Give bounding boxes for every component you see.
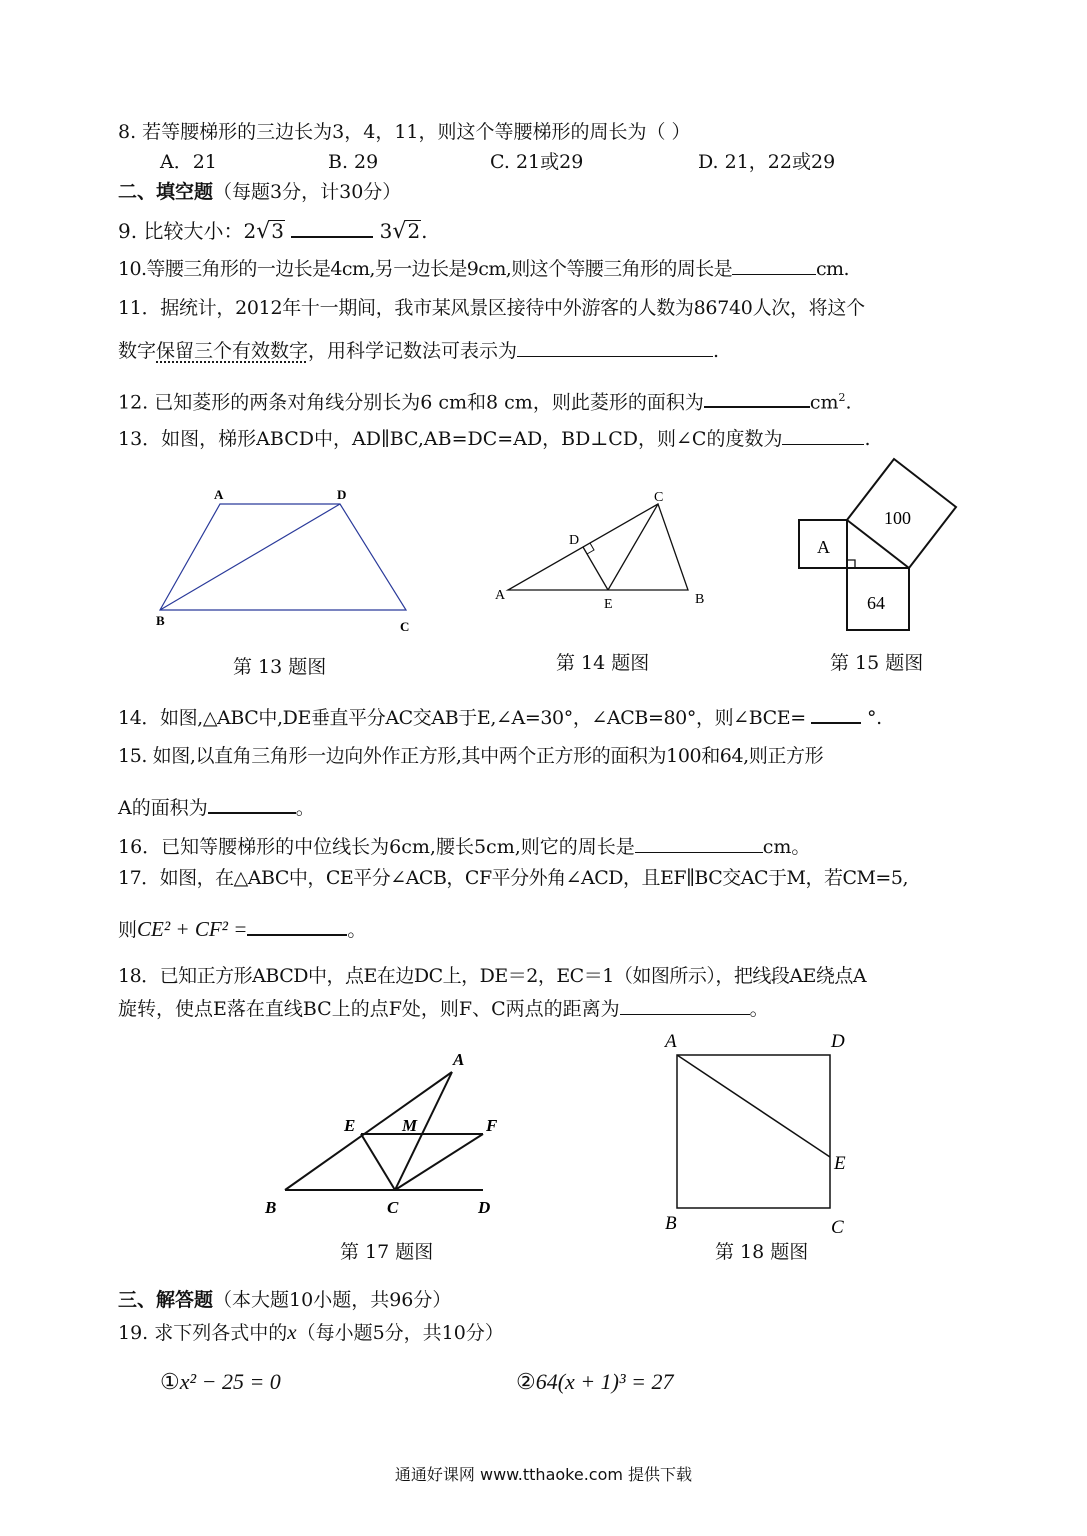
q13 — [118, 426, 871, 451]
q18-suffix: 。 — [749, 998, 769, 1020]
q10-text: 10.等腰三角形的一边长是4cm,另一边长是9cm,则这个等腰三角形的周长是 — [118, 258, 732, 280]
triangle-abc — [508, 504, 688, 590]
fig15-label-100: 100 — [884, 508, 911, 528]
section-2-note: （每题3分，计30分） — [213, 181, 402, 203]
fig13-label-c: C — [400, 619, 410, 634]
trapezoid-abcd — [160, 504, 406, 610]
q8-option-a: A．21 — [160, 151, 217, 173]
section-3-note: （本大题10小题，共96分） — [213, 1289, 452, 1311]
fig14-label-c: C — [654, 490, 664, 505]
line-ce — [361, 1134, 395, 1190]
q17-line2 — [118, 916, 366, 942]
q14-text: 14．如图,△ABC中,DE垂直平分AC交AB于E,∠A=30°，∠ACB=80°，则∠BCE= — [118, 707, 806, 729]
q11-text-a: 数字 — [118, 340, 157, 362]
q9-left-radicand: 3 — [271, 219, 284, 243]
q12-text: 12. 已知菱形的两条对角线分别长为6 cm和8 cm，则此菱形的面积为 — [118, 391, 704, 414]
q14 — [118, 704, 882, 730]
figure-13-trapezoid — [140, 482, 430, 642]
q17-suffix: 。 — [347, 919, 367, 941]
q17-line1: 17．如图，在△ABC中，CE平分∠ACB，CF平分外角∠ACD，且EF∥BC交AC于M，若CM=5, — [118, 867, 908, 889]
q15-line2 — [118, 794, 315, 820]
q17-answer-blank[interactable] — [247, 916, 347, 936]
q19-eq1-marker: ① — [160, 1370, 180, 1395]
q13-answer-blank[interactable] — [782, 426, 864, 445]
figure-14-caption: 第 14 题图 — [556, 652, 650, 674]
figure-15-squares — [790, 452, 970, 637]
fig13-label-b: B — [156, 613, 165, 628]
q16-text: 16．已知等腰梯形的中位线长为6cm,腰长5cm,则它的周长是 — [118, 836, 635, 858]
q12-unit: cm — [809, 391, 839, 414]
q19-eq2-marker: ② — [516, 1370, 536, 1395]
figure-15-caption: 第 15 题图 — [830, 652, 924, 674]
q18-line2 — [118, 996, 769, 1021]
square-abcd — [677, 1055, 830, 1208]
fig17-label-a: A — [453, 1050, 465, 1069]
q15-answer-blank[interactable] — [208, 794, 296, 814]
fig17-label-b: B — [265, 1198, 277, 1217]
q15-line1: 15. 如图,以直角三角形一边向外作正方形,其中两个正方形的面积为100和64,则正方形 — [118, 745, 824, 767]
fig14-label-d: D — [569, 533, 580, 548]
q19-text-a: 19. 求下列各式中的 — [118, 1322, 288, 1344]
section-2-heading — [118, 180, 401, 204]
q19-equation-2 — [516, 1368, 673, 1397]
section-3-heading — [118, 1288, 451, 1312]
q9-right-radicand: 2 — [407, 219, 421, 243]
q9-right-coef: 3 — [379, 219, 393, 243]
q9-suffix: . — [421, 219, 428, 243]
q10-suffix: cm. — [816, 258, 849, 280]
fig15-label-64: 64 — [867, 593, 885, 613]
section-2-title: 二、填空题 — [118, 181, 214, 203]
q8-option-c: C. 21或29 — [490, 151, 584, 173]
figure-17-caption: 第 17 题图 — [340, 1241, 434, 1263]
q18-text: 旋转，使点E落在直线BC上的点F处，则F、C两点的距离为 — [118, 998, 620, 1020]
fig17-label-c: C — [387, 1198, 399, 1217]
q8-option-b: B. 29 — [328, 151, 379, 173]
fig15-label-a: A — [817, 537, 830, 557]
fig17-label-e: E — [344, 1116, 356, 1135]
q10 — [118, 256, 849, 281]
fig17-label-m: M — [402, 1116, 418, 1135]
line-ba — [285, 1072, 452, 1190]
q11-answer-blank[interactable] — [517, 338, 713, 357]
q11-line2 — [118, 338, 719, 363]
fig14-label-a: A — [495, 588, 506, 603]
q18-line1: 18．已知正方形ABCD中，点E在边DC上，DE＝2，EC＝1（如图所示），把线段AE绕点A — [118, 965, 867, 987]
q19-eq2: 64(x + 1)³ = 27 — [535, 1369, 674, 1394]
fig13-label-d: D — [337, 487, 347, 502]
q12 — [118, 386, 852, 414]
q9-left-coef: 2 — [243, 219, 257, 243]
fig18-label-e: E — [834, 1153, 846, 1174]
fig18-label-a: A — [665, 1031, 677, 1052]
fig18-label-b: B — [665, 1213, 677, 1234]
right-angle-mark — [847, 560, 855, 568]
fig13-label-a: A — [214, 487, 224, 502]
q16-suffix: cm。 — [762, 836, 811, 858]
q11-emphasis: 保留三个有效数字 — [156, 340, 309, 362]
q15-text: A的面积为 — [118, 797, 208, 819]
q13-suffix: . — [864, 428, 871, 450]
q16-answer-blank[interactable] — [635, 834, 763, 853]
q10-answer-blank[interactable] — [732, 256, 816, 275]
q9 — [118, 218, 428, 244]
figure-14-triangle — [490, 482, 715, 617]
segment-de — [583, 547, 608, 590]
fig17-label-f: F — [486, 1116, 498, 1135]
q8-option-d: D. 21，22或29 — [698, 151, 836, 173]
fig14-label-e: E — [604, 597, 613, 612]
diagonal-bd — [160, 504, 340, 610]
fig18-label-d: D — [831, 1031, 845, 1052]
figure-18-caption: 第 18 题图 — [715, 1241, 809, 1263]
page-footer: 通通好课网 www.tthaoke.com 提供下载 — [394, 1465, 693, 1484]
q17-expression: CE² + CF² = — [137, 917, 248, 941]
q14-suffix: °. — [867, 707, 882, 729]
q15-suffix: 。 — [295, 797, 315, 819]
segment-ce — [608, 504, 658, 590]
sqrt-symbol-icon: √ — [392, 219, 407, 244]
q12-answer-blank[interactable] — [704, 388, 810, 408]
q11-text-b: ，用科学记数法可表示为 — [308, 340, 518, 362]
section-3-title: 三、解答题 — [118, 1289, 214, 1311]
q12-suffix: . — [845, 391, 852, 414]
q12-unit-exponent: 2 — [838, 391, 846, 404]
figure-18-square — [655, 1025, 865, 1240]
q11-line1: 11．据统计，2012年十一期间，我市某风景区接待中外游客的人数为86740人次，将这个 — [118, 297, 865, 319]
q17-prefix: 则 — [118, 919, 138, 941]
segment-ae — [677, 1055, 830, 1157]
q19-text-b: （每小题5分，共10分） — [296, 1322, 504, 1344]
q11-suffix: . — [713, 340, 720, 362]
q19-equation-1 — [160, 1368, 281, 1397]
q18-answer-blank[interactable] — [620, 996, 750, 1015]
figure-17-triangle — [255, 1045, 515, 1225]
q13-text: 13．如图，梯形ABCD中，AD∥BC,AB=DC=AD，BD⊥CD，则∠C的度数为 — [118, 428, 783, 450]
q19-variable: x — [287, 1320, 297, 1344]
sqrt-symbol-icon: √ — [256, 219, 271, 244]
fig18-label-c: C — [831, 1217, 844, 1238]
figure-13-caption: 第 13 题图 — [233, 656, 327, 678]
q16 — [118, 834, 810, 859]
q8-stem: 8. 若等腰梯形的三边长为3，4，11，则这个等腰梯形的周长为（ ） — [118, 121, 691, 143]
q9-prefix: 9. 比较大小： — [118, 219, 244, 243]
q14-answer-blank[interactable] — [811, 704, 861, 724]
q19 — [118, 1320, 504, 1345]
fig17-label-d: D — [478, 1198, 491, 1217]
q19-eq1: x² − 25 = 0 — [179, 1369, 281, 1394]
q9-answer-blank[interactable] — [291, 218, 373, 238]
fig14-label-b: B — [695, 592, 705, 607]
